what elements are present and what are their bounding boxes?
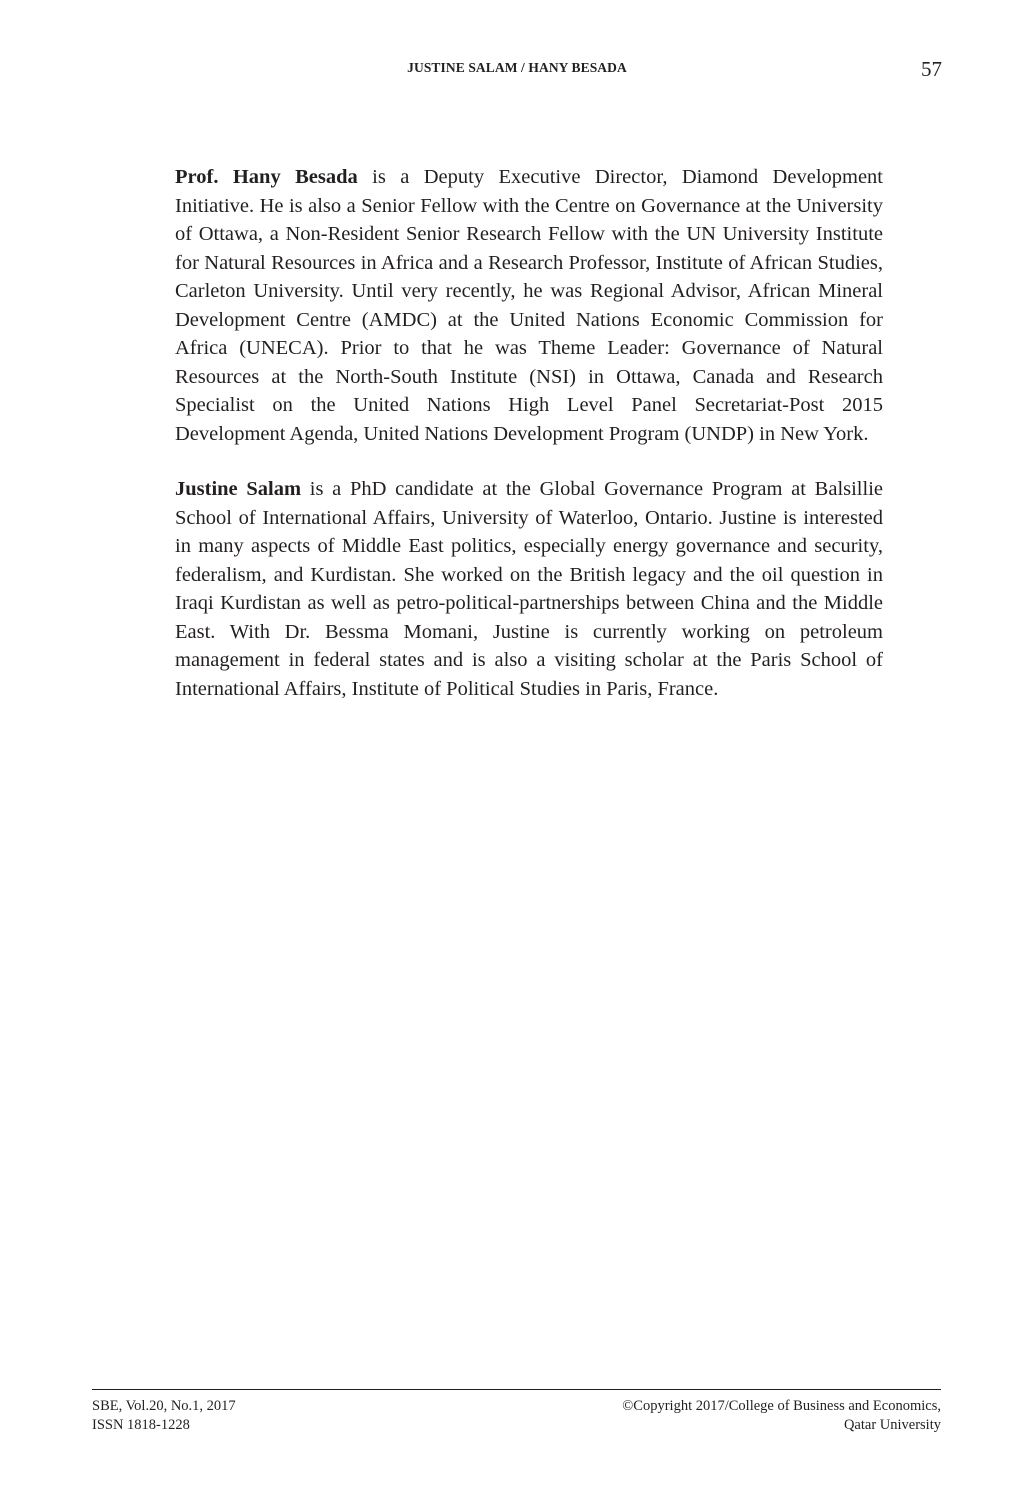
footer-journal: SBE, Vol.20, No.1, 2017 [92, 1398, 236, 1414]
footer-journal-info [92, 1397, 236, 1435]
main-content [175, 163, 883, 730]
bio-text: is a Deputy Executive Director, Diamond Development Initiative. He is also a Senior Fellow with the Centre on Governance at the University of Ottawa, a Non-Resident Senior Research Fellow with the UN University Institute for Natural Resources in Africa and a Research Professor, Institute of African Studies, Carleton University. Until very recently, he was Regional Advisor, African Mineral Development Centre (AMDC) at the United Nations Economic Commission for Africa (UNECA). Prior to that he was Theme Leader: Governance of Natural Resources at the North-South Institute (NSI) in Ottawa, Canada and Research Specialist on the United Nations High Level Panel Secretariat-Post 2015 Development Agenda, United Nations Development Program (UNDP) in New York. [175, 166, 883, 445]
footer-issn: ISSN 1818-1228 [92, 1417, 190, 1433]
bio-name: Prof. Hany Besada [175, 166, 358, 188]
footer-copyright: ©Copyright 2017/College of Business and Economics, [622, 1398, 941, 1414]
bio-text: is a PhD candidate at the Global Governance Program at Balsillie School of International Affairs, University of Waterloo, Ontario. Justine is interested in many aspects of Middle East politics, especially energy governance and security, federalism, and Kurdistan. She worked on the British legacy and the oil question in Iraqi Kurdistan as well as petro-political-partnerships between China and the Middle East. With Dr. Bessma Momani, Justine is currently working on petroleum management in federal states and is also a visiting scholar at the Paris School of International Affairs, Institute of Political Studies in Paris, France. [175, 478, 883, 700]
footer-university: Qatar University [843, 1417, 941, 1433]
footer-divider [92, 1389, 941, 1390]
bio-name: Justine Salam [175, 478, 302, 500]
running-head: JUSTINE SALAM / HANY BESADA [407, 60, 627, 75]
bio-justine-salam [175, 475, 883, 703]
footer-copyright-info [622, 1397, 941, 1435]
bio-hany-besada [175, 163, 883, 448]
page-number: 57 [921, 57, 942, 81]
